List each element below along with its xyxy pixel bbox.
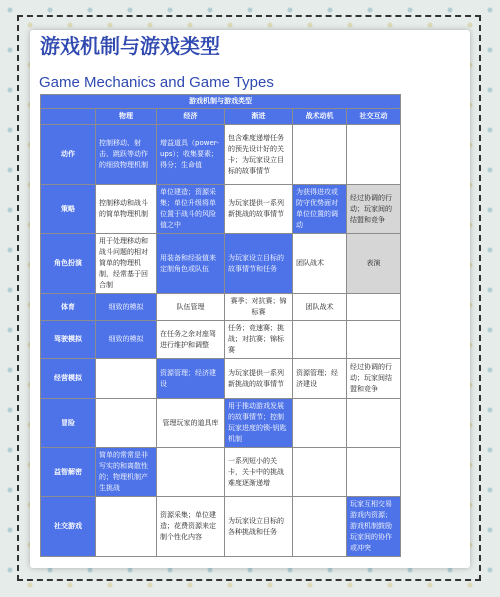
table-caption: 游戏机制与游戏类型 [41,95,401,109]
table-cell [293,125,347,185]
table-cell: 用于推动游戏发展的故事情节；控制玩家进度的锁-钥匙机制 [225,399,293,448]
table-cell [157,448,225,497]
table-row [41,497,401,557]
table-cell: 团队战术 [293,234,347,294]
table-cell [96,359,157,399]
table-cell: 玩家互相交易游戏内资源；游戏机制鼓励玩家间的协作或冲突 [347,497,401,557]
table-cell: 经过协调的行动；玩家间结盟和竞争 [347,359,401,399]
col-header: 战术动机 [293,109,347,125]
table-cell [293,448,347,497]
table-cell: 团队战术 [293,294,347,321]
col-header: 物理 [96,109,157,125]
row-header: 策略 [41,185,96,234]
table-row [41,399,401,448]
row-header: 驾驶模拟 [41,321,96,359]
table-cell: 资源管理；经济建设 [293,359,347,399]
table-cell [96,497,157,557]
table-cell: 一系列短小的关卡，关卡中的挑战难度逐渐递增 [225,448,293,497]
corner-cell [41,109,96,125]
table-row [41,234,401,294]
table-cell: 为获得进攻或防守优势面对单位位置的调动 [293,185,347,234]
table-cell: 包含难度递增任务的预先设计好的关卡；为玩家设立目标的故事情节 [225,125,293,185]
table-cell [293,399,347,448]
table-cell: 表演 [347,234,401,294]
table-cell [347,125,401,185]
table-row [41,125,401,185]
table-cell [293,497,347,557]
table-cell: 简单的常常是非写实的和离散性的；物理机制产生挑战 [96,448,157,497]
row-header: 益智解密 [41,448,96,497]
page-title: 游戏机制与游戏类型 [40,34,220,58]
page-subtitle: Game Mechanics and Game Types [39,74,274,91]
table-cell [347,294,401,321]
table-row [41,448,401,497]
table-cell: 队伍管理 [157,294,225,321]
table-cell: 单位建造；资源采集；单位升级将单位置于战斗的风险值之中 [157,185,225,234]
col-header: 经济 [157,109,225,125]
table-cell: 用装备和经验值来定制角色或队伍 [157,234,225,294]
table-row [41,359,401,399]
table-cell: 资源管理；经济建设 [157,359,225,399]
table-row [41,294,401,321]
table-cell: 细致的模拟 [96,294,157,321]
table-cell: 为玩家提供一系列新挑战的故事情节 [225,359,293,399]
table-cell: 在任务之余对座驾进行维护和调整 [157,321,225,359]
table-cell: 赛季；对抗赛；锦标赛 [225,294,293,321]
table-cell [347,399,401,448]
table-cell: 为玩家设立目标的各种挑战和任务 [225,497,293,557]
table-row [41,321,401,359]
table-cell: 为玩家提供一系列新挑战的故事情节 [225,185,293,234]
row-header: 经营模拟 [41,359,96,399]
row-header: 角色扮演 [41,234,96,294]
table-cell: 为玩家设立目标的故事情节和任务 [225,234,293,294]
table-cell: 资源采集；单位建造；花费资源来定制个性化内容 [157,497,225,557]
col-header: 渐进 [225,109,293,125]
table-cell: 经过协调的行动；玩家间的结盟和竞争 [347,185,401,234]
row-header: 冒险 [41,399,96,448]
col-header: 社交互动 [347,109,401,125]
mechanics-table [40,94,401,557]
table-cell: 控制移动、射击、跳跃等动作的细致物理机制 [96,125,157,185]
table-cell: 控制移动和战斗的简单物理机制 [96,185,157,234]
table-cell [347,448,401,497]
table-cell: 任务；竞速赛；挑战；对抗赛；锦标赛 [225,321,293,359]
table-cell: 用于处理移动和战斗问题的相对简单的物理机制，经常基于回合制 [96,234,157,294]
table-cell: 增益道具（power-ups）；收集要素；得分；生命值 [157,125,225,185]
row-header: 动作 [41,125,96,185]
table-cell [347,321,401,359]
row-header: 体育 [41,294,96,321]
table-cell: 管理玩家的道具库 [157,399,225,448]
table-cell [96,399,157,448]
table-row [41,185,401,234]
table-cell [293,321,347,359]
row-header: 社交游戏 [41,497,96,557]
table-cell: 细致的模拟 [96,321,157,359]
